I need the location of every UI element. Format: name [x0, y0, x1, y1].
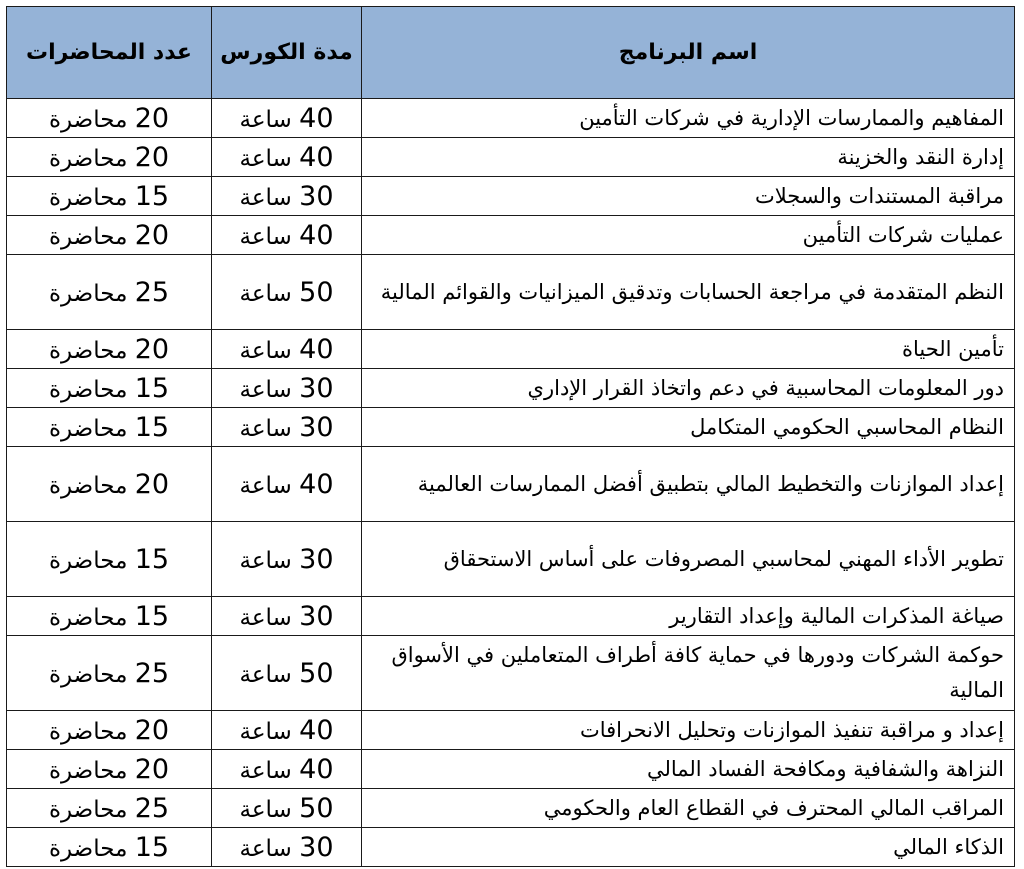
lectures-unit: محاضرة: [48, 376, 128, 403]
table-header: [7, 7, 1015, 99]
lectures-value: 25: [134, 792, 170, 824]
program-name-cell: إعداد الموازنات والتخطيط المالي بتطبيق أفضل الممارسات العالمية: [362, 447, 1015, 522]
program-name-cell: مراقبة المستندات والسجلات: [362, 177, 1015, 216]
lectures-cell: [7, 138, 212, 177]
program-name-cell: الذكاء المالي: [362, 828, 1015, 867]
lectures-value: 25: [134, 657, 170, 689]
hours-unit: ساعة: [239, 718, 292, 745]
program-name-cell: المراقب المالي المحترف في القطاع العام والحكومي: [362, 789, 1015, 828]
table-row: [7, 99, 1015, 138]
lectures-unit: محاضرة: [48, 757, 128, 784]
lectures-cell: [7, 99, 212, 138]
hours-unit: ساعة: [239, 604, 292, 631]
lectures-unit: محاضرة: [48, 106, 128, 133]
hours-value: 40: [299, 333, 334, 365]
lectures-cell: [7, 255, 212, 330]
lectures-unit: محاضرة: [48, 661, 128, 688]
lectures-value: 15: [134, 543, 170, 575]
hours-unit: ساعة: [239, 796, 292, 823]
hours-unit: ساعة: [239, 547, 292, 574]
hours-unit: ساعة: [239, 280, 292, 307]
lectures-value: 15: [134, 831, 170, 863]
duration-cell: [212, 99, 362, 138]
program-name-cell: صياغة المذكرات المالية وإعداد التقارير: [362, 597, 1015, 636]
lectures-unit: محاضرة: [48, 796, 128, 823]
lectures-value: 20: [134, 468, 170, 500]
hours-value: 30: [299, 411, 334, 443]
hours-value: 40: [299, 219, 334, 251]
duration-cell: [212, 789, 362, 828]
lectures-unit: محاضرة: [48, 415, 128, 442]
lectures-value: 25: [134, 276, 170, 308]
duration-cell: [212, 750, 362, 789]
lectures-value: 15: [134, 600, 170, 632]
duration-cell: [212, 828, 362, 867]
header-program-name: اسم البرنامج: [362, 7, 1015, 99]
lectures-unit: محاضرة: [48, 280, 128, 307]
hours-unit: ساعة: [239, 835, 292, 862]
lectures-cell: [7, 750, 212, 789]
hours-unit: ساعة: [239, 184, 292, 211]
lectures-cell: [7, 828, 212, 867]
table-body: [7, 99, 1015, 867]
program-name-cell: إدارة النقد والخزينة: [362, 138, 1015, 177]
hours-value: 50: [299, 657, 334, 689]
lectures-unit: محاضرة: [48, 547, 128, 574]
hours-unit: ساعة: [239, 376, 292, 403]
program-name-cell: حوكمة الشركات ودورها في حماية كافة أطراف المتعاملين في الأسواق المالية: [362, 636, 1015, 711]
lectures-cell: [7, 447, 212, 522]
lectures-unit: محاضرة: [48, 604, 128, 631]
lectures-value: 15: [134, 411, 170, 443]
hours-value: 30: [299, 372, 334, 404]
lectures-cell: [7, 522, 212, 597]
lectures-cell: [7, 636, 212, 711]
duration-cell: [212, 711, 362, 750]
hours-value: 40: [299, 102, 334, 134]
hours-unit: ساعة: [239, 145, 292, 172]
table-row: [7, 447, 1015, 522]
lectures-cell: [7, 177, 212, 216]
table-row: [7, 597, 1015, 636]
hours-value: 50: [299, 276, 334, 308]
table-row: [7, 138, 1015, 177]
table-row: [7, 408, 1015, 447]
lectures-value: 20: [134, 714, 170, 746]
table-row: [7, 711, 1015, 750]
duration-cell: [212, 216, 362, 255]
duration-cell: [212, 447, 362, 522]
lectures-cell: [7, 216, 212, 255]
hours-value: 50: [299, 792, 334, 824]
hours-value: 40: [299, 468, 334, 500]
lectures-unit: محاضرة: [48, 472, 128, 499]
program-name-cell: النزاهة والشفافية ومكافحة الفساد المالي: [362, 750, 1015, 789]
lectures-cell: [7, 597, 212, 636]
lectures-cell: [7, 711, 212, 750]
lectures-value: 20: [134, 753, 170, 785]
hours-unit: ساعة: [239, 472, 292, 499]
table-row: [7, 522, 1015, 597]
duration-cell: [212, 138, 362, 177]
hours-value: 30: [299, 600, 334, 632]
table-row: [7, 369, 1015, 408]
lectures-unit: محاضرة: [48, 145, 128, 172]
table-row: [7, 828, 1015, 867]
hours-value: 30: [299, 543, 334, 575]
duration-cell: [212, 522, 362, 597]
table-row: [7, 255, 1015, 330]
lectures-cell: [7, 408, 212, 447]
lectures-unit: محاضرة: [48, 184, 128, 211]
duration-cell: [212, 369, 362, 408]
hours-value: 40: [299, 714, 334, 746]
hours-unit: ساعة: [239, 415, 292, 442]
lectures-value: 15: [134, 372, 170, 404]
hours-unit: ساعة: [239, 337, 292, 364]
hours-value: 30: [299, 180, 334, 212]
table-row: [7, 750, 1015, 789]
program-name-cell: عمليات شركات التأمين: [362, 216, 1015, 255]
duration-cell: [212, 597, 362, 636]
program-name-cell: دور المعلومات المحاسبية في دعم واتخاذ القرار الإداري: [362, 369, 1015, 408]
hours-value: 30: [299, 831, 334, 863]
table-row: [7, 789, 1015, 828]
program-name-cell: إعداد و مراقبة تنفيذ الموازنات وتحليل الانحرافات: [362, 711, 1015, 750]
program-name-cell: المفاهيم والممارسات الإدارية في شركات التأمين: [362, 99, 1015, 138]
hours-unit: ساعة: [239, 661, 292, 688]
hours-value: 40: [299, 753, 334, 785]
program-name-cell: النظم المتقدمة في مراجعة الحسابات وتدقيق الميزانيات والقوائم المالية: [362, 255, 1015, 330]
hours-unit: ساعة: [239, 223, 292, 250]
programs-table: [6, 6, 1015, 867]
duration-cell: [212, 636, 362, 711]
header-lecture-count: عدد المحاضرات: [7, 7, 212, 99]
duration-cell: [212, 408, 362, 447]
lectures-unit: محاضرة: [48, 223, 128, 250]
lectures-cell: [7, 330, 212, 369]
table-row: [7, 330, 1015, 369]
lectures-unit: محاضرة: [48, 337, 128, 364]
duration-cell: [212, 255, 362, 330]
lectures-unit: محاضرة: [48, 718, 128, 745]
table-row: [7, 216, 1015, 255]
program-name-cell: تأمين الحياة: [362, 330, 1015, 369]
duration-cell: [212, 330, 362, 369]
program-name-cell: النظام المحاسبي الحكومي المتكامل: [362, 408, 1015, 447]
lectures-unit: محاضرة: [48, 835, 128, 862]
program-name-cell: تطوير الأداء المهني لمحاسبي المصروفات على أساس الاستحقاق: [362, 522, 1015, 597]
hours-value: 40: [299, 141, 334, 173]
lectures-cell: [7, 789, 212, 828]
lectures-value: 15: [134, 180, 170, 212]
lectures-value: 20: [134, 102, 170, 134]
table-row: [7, 177, 1015, 216]
lectures-value: 20: [134, 333, 170, 365]
hours-unit: ساعة: [239, 106, 292, 133]
duration-cell: [212, 177, 362, 216]
table-row: [7, 636, 1015, 711]
lectures-value: 20: [134, 141, 170, 173]
header-course-duration: مدة الكورس: [212, 7, 362, 99]
lectures-cell: [7, 369, 212, 408]
hours-unit: ساعة: [239, 757, 292, 784]
lectures-value: 20: [134, 219, 170, 251]
